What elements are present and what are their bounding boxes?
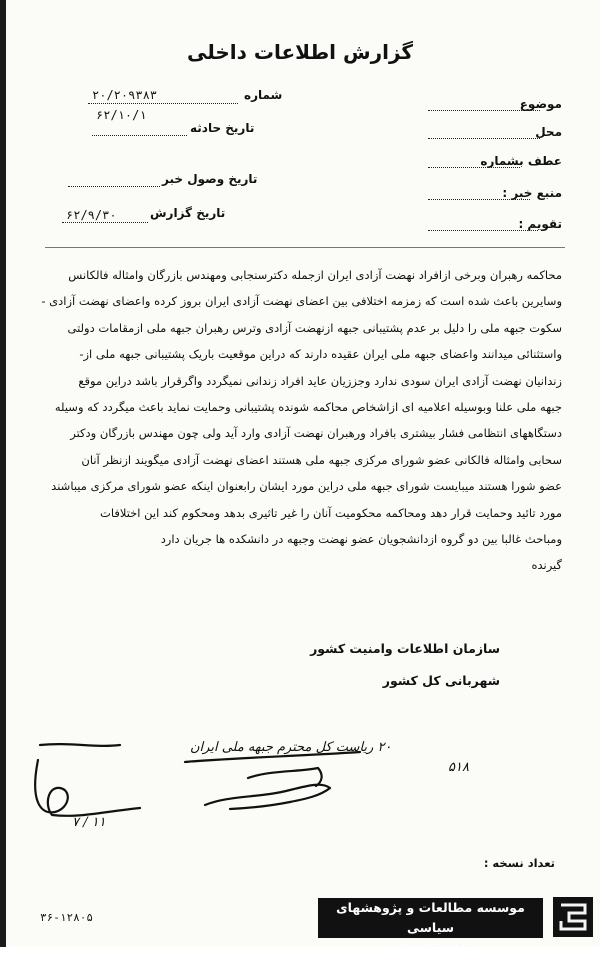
- publisher-url: www.psri.ir: [394, 940, 467, 953]
- body-line: سکوت جبهه ملی را دلیل بر عدم پشتیبانی جبهه ازنهضت آزادی وترس رهبران جبهه ملی ازمقامات دولتی: [67, 320, 562, 335]
- organization-line: سازمان اطلاعات وامنیت کشور: [310, 641, 500, 656]
- reference-label: عطف بشماره: [480, 154, 562, 168]
- note-underline: [185, 752, 360, 762]
- initials-scribble: [248, 768, 322, 786]
- body-line: جبهه ملی علنا وبوسیله اعلامیه ای ازاشخاص محاکمه شونده پشتیبانی وحمایت نماید باعث میگردد که وسیله: [54, 400, 562, 415]
- publisher-watermark: [318, 898, 543, 953]
- handwritten-number: ۵۱۸: [448, 760, 469, 775]
- document-code: ۳۶-۱۲۸۰۵: [40, 911, 93, 924]
- police-line: شهربانی کل کشور: [382, 673, 500, 688]
- recipient-label: گیرنده: [531, 558, 562, 573]
- source-label: منبع خبر :: [502, 186, 562, 200]
- receipt-date-label: تاريخ وصول خبر: [162, 172, 258, 186]
- place-label: محل: [535, 125, 562, 139]
- copies-label: تعداد نسخه :: [483, 856, 555, 870]
- body-line: وسایرین باعث شده است که زمزمه اختلافی بین اعضای نهضت آزادی ایران بروز کرده واعضای نهضت آزادی -: [41, 294, 562, 309]
- body-line: عضو شورا هستند میبایست شورای جبهه ملی دراین مورد ایشان رابعنوان اینکه عضو شورای مرکزی میباشند: [51, 479, 562, 494]
- document-title: گزارش اطلاعات داخلی: [186, 40, 414, 64]
- large-scribble: [35, 744, 140, 816]
- publisher-name: موسسه مطالعات و پژوهشهای سیاسی: [336, 900, 525, 935]
- body-line: مورد تائید وحمایت قرار دهد ومحاکمه محکومیت آنان را غیر تاثیری بدهد ومحکوم کند این اختلافات: [100, 505, 562, 520]
- body-line: سحابی وامثاله فالکانی عضو شورای مرکزی جبهه ملی هستند اعضای نهضت آزادی میگویند ازنظر آنان: [81, 452, 562, 467]
- number-value: ۲۰/۲۰۹۳۸۳: [92, 88, 158, 102]
- body-line: واستثنائی میدانند واعضای جبهه ملی ایران عقیده دارند که دراین موقعیت باریک پشتیبانی جبهه ملی از-: [79, 347, 562, 362]
- body-line: زندانیان نهضت آزادی ایران سودی ندارد وجززیان عاید افراد زندانی نمیگردد واگرقرار باشد دراین موقع: [78, 373, 562, 388]
- body-line: دستگاههای انتظامی فشار بیشتری بافراد ورهبران نهضت آزادی وارد آید ولی چون مهندس بازرگان ودکتر: [70, 426, 562, 441]
- incident-date-label: تاريخ حادثه: [190, 121, 255, 135]
- number-label: شماره: [244, 88, 283, 102]
- report-date-label: تاريخ گزارش: [150, 206, 226, 220]
- calendar-label: تقويم :: [518, 217, 562, 231]
- incident-date-value: ۶۲/۱۰/۱: [96, 108, 147, 122]
- body-line: محاکمه رهبران وبرخی ازافراد نهضت آزادی ایران ازجمله دکترسنجابی ومهندس بازرگان وامثاله فالکانس: [68, 268, 562, 282]
- handwritten-side-numbers: ۱۱ / ۷: [72, 815, 106, 830]
- report-date-value: ۶۲/۹/۳۰: [66, 208, 117, 222]
- signature-scribble: [205, 785, 330, 809]
- handwritten-note: ۲۰ ریاست کل محترم جبهه ملی ایران: [190, 740, 392, 755]
- publisher-logo-icon: [553, 897, 593, 937]
- subject-label: موضوع: [519, 97, 562, 111]
- body-line: ومباحث غالبا بین دو گروه ازدانشجویان عضو نهضت وجبهه در دانشکده ها جریان دارد: [160, 532, 562, 547]
